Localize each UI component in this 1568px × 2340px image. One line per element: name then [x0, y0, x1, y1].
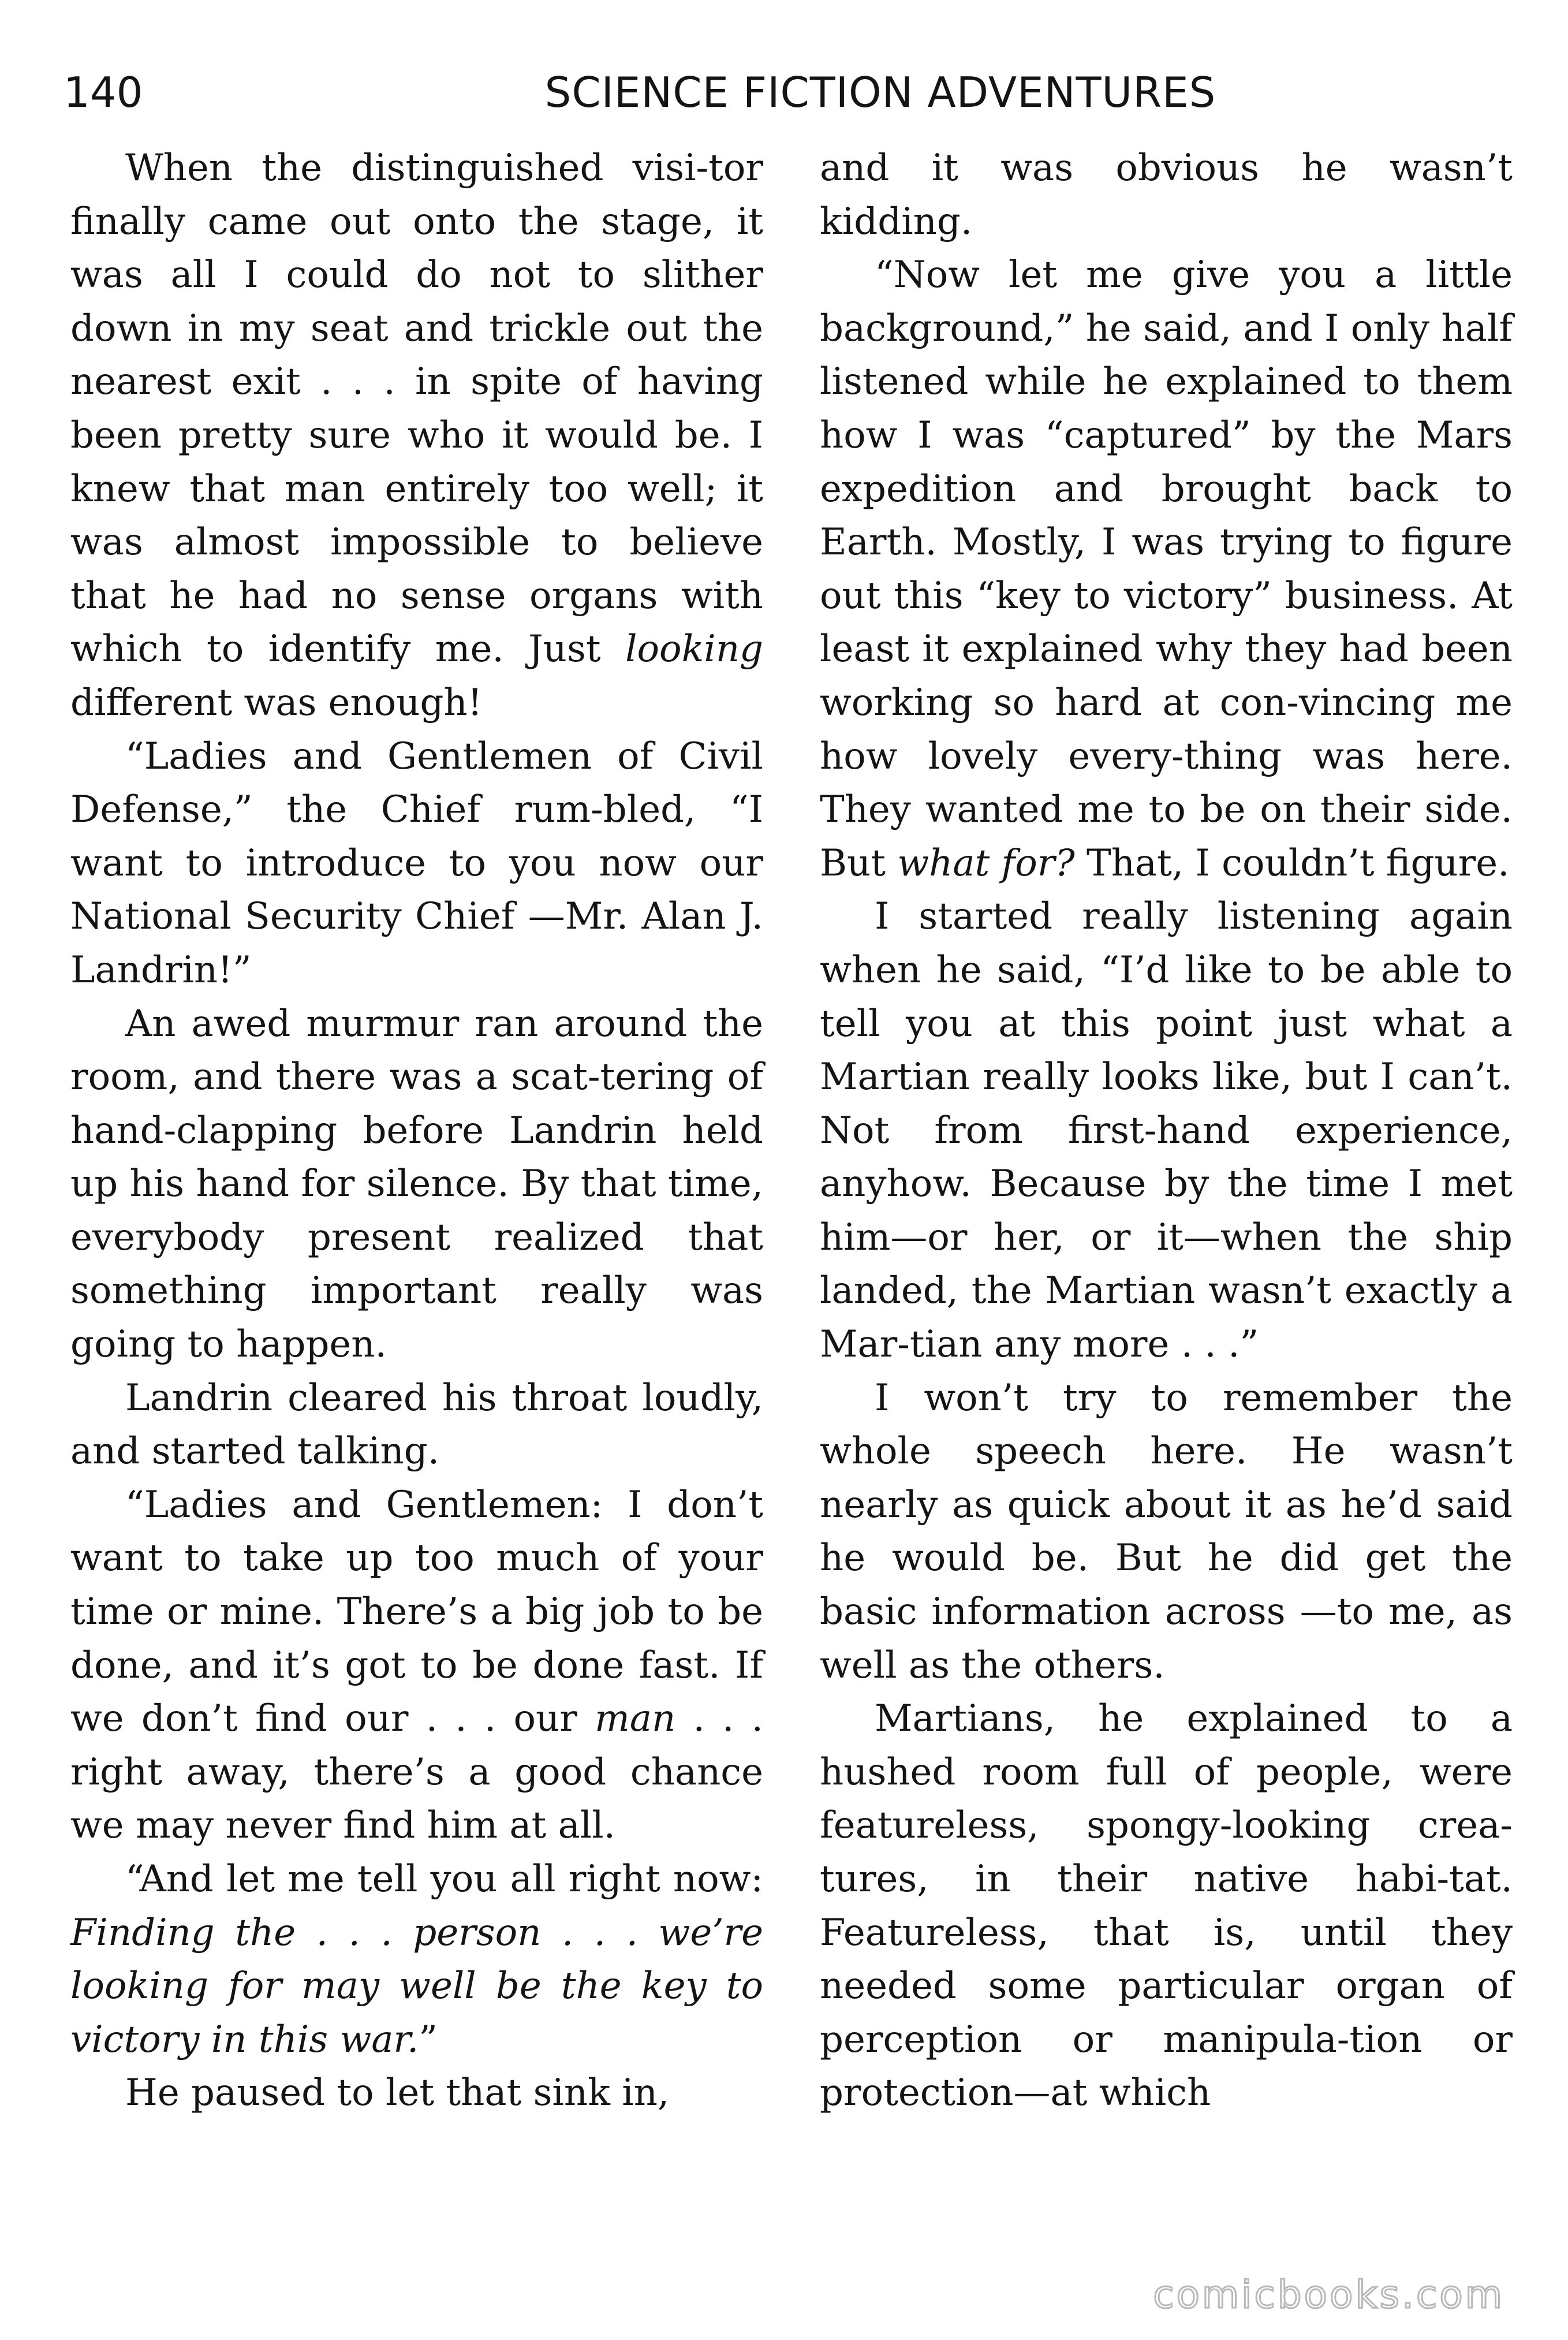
page-header [64, 64, 1501, 133]
left-text-column [70, 141, 763, 2120]
text-segment: “Ladies and Gentlemen of Civil Defense,” the Chief rum-bled, “I want to introduce to you now our National Security Chief —Mr. Alan J. Landrin!” [70, 735, 763, 992]
text-segment: “And let me tell you all right now: [125, 1858, 763, 1901]
paragraph [820, 890, 1513, 1371]
paragraph [70, 141, 763, 730]
text-segment: ” [419, 2018, 438, 2061]
paragraph [820, 248, 1513, 890]
page-number: 140 [64, 68, 143, 117]
text-segment: I started really listening again when he said, “I’d like to be able to tell you at this point just what a Martian really looks like, but I can’t. Not from first-hand experience, anyhow. Because by the time I met him—or her, or it—when the ship landed, the Martian wasn’t exactly a Mar-tian any more . . .” [820, 895, 1513, 1366]
paragraph [70, 2066, 763, 2120]
paragraph [70, 997, 763, 1372]
text-segment: That, I couldn’t figure. [1074, 841, 1510, 885]
italic-text-segment: looking [625, 628, 763, 671]
right-text-column [820, 141, 1513, 2120]
text-segment: He paused to let that sink in, [125, 2071, 670, 2115]
text-segment: different was enough! [70, 681, 483, 724]
text-segment: Landrin cleared his throat loudly, and started talking. [70, 1376, 763, 1473]
text-segment: “Ladies and Gentlemen: I don’t want to take up too much of your time or mine. There’s a big job to be done, and it’s got to be done fast. If we don’t find our . . . our [70, 1483, 763, 1741]
italic-text-segment: what for? [897, 841, 1075, 885]
watermark-logo: comicbooks.com [1153, 2272, 1504, 2317]
text-segment: I won’t try to remember the whole speech here. He wasn’t nearly as quick about it as he’d said he would be. But he did get the basic information across —to me, as well as the others. [820, 1376, 1513, 1687]
text-segment: . . . right away, there’s a good chance we may never find him at all. [70, 1697, 764, 1847]
text-segment: “Now let me give you a little background,” he said, and I only half listened while he explained to them how I was “captured” by the Mars expedition and brought back to Earth. Mostly, I was trying to figure out this “key to victory” business. At least it explained why they had been working so hard at con-vincing me how lovely every-thing was here. They wanted me to be on their side. But [820, 254, 1513, 885]
paragraph [820, 141, 1513, 248]
paragraph [820, 1372, 1513, 1693]
italic-text-segment: Finding the . . . person . . . we’re looking for may well be the key to victory in this war. [70, 1911, 763, 2061]
running-head: SCIENCE FICTION ADVENTURES [544, 68, 1216, 117]
paragraph [70, 1372, 763, 1478]
paragraph [70, 730, 763, 997]
italic-text-segment: man [595, 1697, 676, 1741]
paragraph [70, 1478, 763, 1853]
paragraph [820, 1692, 1513, 2120]
text-segment: Martians, he explained to a hushed room full of people, were featureless, spongy-looking crea-tures, in their native habi-tat. Featureless, that is, until they needed some particular organ of perception or manipula-tion or protection—at which [820, 1697, 1513, 2115]
text-segment: An awed murmur ran around the room, and there was a scat-tering of hand-clapping before Landrin held up his hand for silence. By that time, everybody present realized that something important really was going to happen. [70, 1002, 763, 1366]
paragraph [70, 1853, 763, 2066]
text-segment: When the distinguished visi-tor finally came out onto the stage, it was all I could do not to slither down in my seat and trickle out the nearest exit . . . in spite of having been pretty sure who it would be. I knew that man entirely too well; it was almost impossible to believe that he had no sense organs with which to identify me. Just [70, 147, 763, 671]
text-segment: and it was obvious he wasn’t kidding. [820, 147, 1513, 243]
